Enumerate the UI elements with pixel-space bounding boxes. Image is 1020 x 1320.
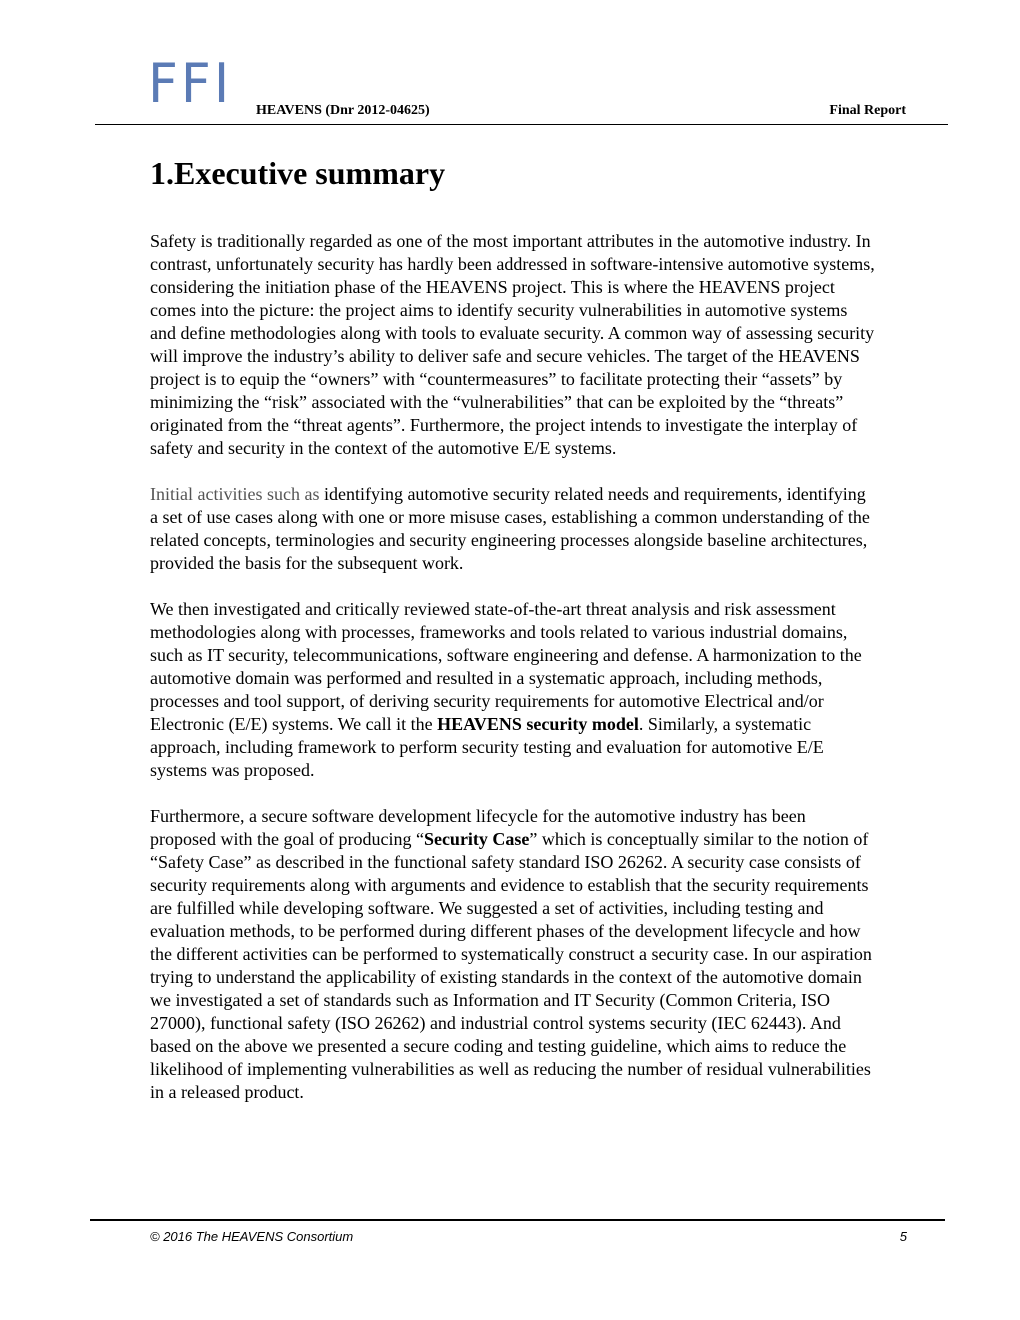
paragraph-3	[150, 598, 875, 782]
footer-copyright: © 2016 The HEAVENS Consortium	[150, 1229, 354, 1244]
paragraph-3-emphasis: HEAVENS security model	[437, 714, 639, 734]
section-heading	[150, 155, 445, 191]
header-divider	[95, 124, 948, 125]
paragraph-4-start: Furthermore, a secure software development lifecycle for the automotive industry has been proposed with the goal of producing “	[150, 806, 806, 849]
ffi-logo: FFI	[148, 52, 233, 116]
paragraph-3-end: . Similarly, a systematic approach, including framework to perform security testing and evaluation for automotive E/E systems was proposed.	[150, 714, 824, 780]
header-document-name: HEAVENS (Dnr 2012-04625)	[256, 103, 430, 118]
paragraph-1: Safety is traditionally regarded as one of the most important attributes in the automotive industry. In contrast, unfortunately security has hardly been addressed in software-intensive automotive systems, considering the initiation phase of the HEAVENS project. This is where the HEAVENS project comes into the picture: the project aims to identify security vulnerabilities in automotive systems and define methodologies along with tools to evaluate security. A common way of assessing security will improve the industry’s ability to deliver safe and secure vehicles. The target of the HEAVENS project is to equip the “owners” with “countermeasures” to facilitate protecting their “assets” by minimizing the “risk” associated with the “vulnerabilities” that can be exploited by the “threats” originated from the “threat agents”. Furthermore, the project intends to investigate the interplay of safety and security in the context of the automotive E/E systems.	[150, 231, 875, 458]
paragraph-2	[150, 483, 875, 575]
page-number: 5	[899, 1229, 907, 1244]
paragraph-4-emphasis: Security Case	[423, 829, 530, 849]
paragraph-3-start: We then investigated and critically reviewed state-of-the-art threat analysis and risk assessment methodologies along with processes, frameworks and tools related to various industrial domains, such as IT security, telecommunications, software engineering and defense. A harmonization to the automotive domain was performed and resulted in a systematic approach, including methods, processes and tool support, of deriving security requirements for automotive Electrical and/or Electronic (E/E) systems. We call it the	[150, 599, 862, 734]
paragraph-2-rest: identifying automotive security related needs and requirements, identifying a set of use cases along with one or more misuse cases, establishing a common understanding of the related concepts, terminologies and security engineering processes alongside baseline architectures, provided the basis for the subsequent work.	[150, 484, 870, 573]
section-number: 1.	[150, 155, 174, 191]
section-title: Executive summary	[174, 155, 446, 191]
footer-divider	[90, 1219, 945, 1221]
header-report-type: Final Report	[829, 103, 906, 118]
paragraph-2-lead: Initial activities such as	[150, 484, 320, 504]
paragraph-4	[150, 805, 875, 1104]
paragraph-4-end: ” which is conceptually similar to the notion of “Safety Case” as described in the functional safety standard ISO 26262. A security case consists of security requirements along with arguments and evidence to establish that the security requirements are fulfilled while developing software. We suggested a set of activities, including testing and evaluation methods, to be performed during different phases of the development lifecycle and how the different activities can be performed to systematically construct a security case. In our aspiration trying to understand the applicability of existing standards in the context of the automotive domain we investigated a set of standards such as Information and IT Security (Common Criteria, ISO 27000), functional safety (ISO 26262) and industrial control systems security (IEC 62443). And based on the above we presented a secure coding and testing guideline, which aims to reduce the likelihood of implementing vulnerabilities as well as reducing the number of residual vulnerabilities in a released product.	[150, 829, 872, 1102]
body-text	[150, 230, 875, 1127]
